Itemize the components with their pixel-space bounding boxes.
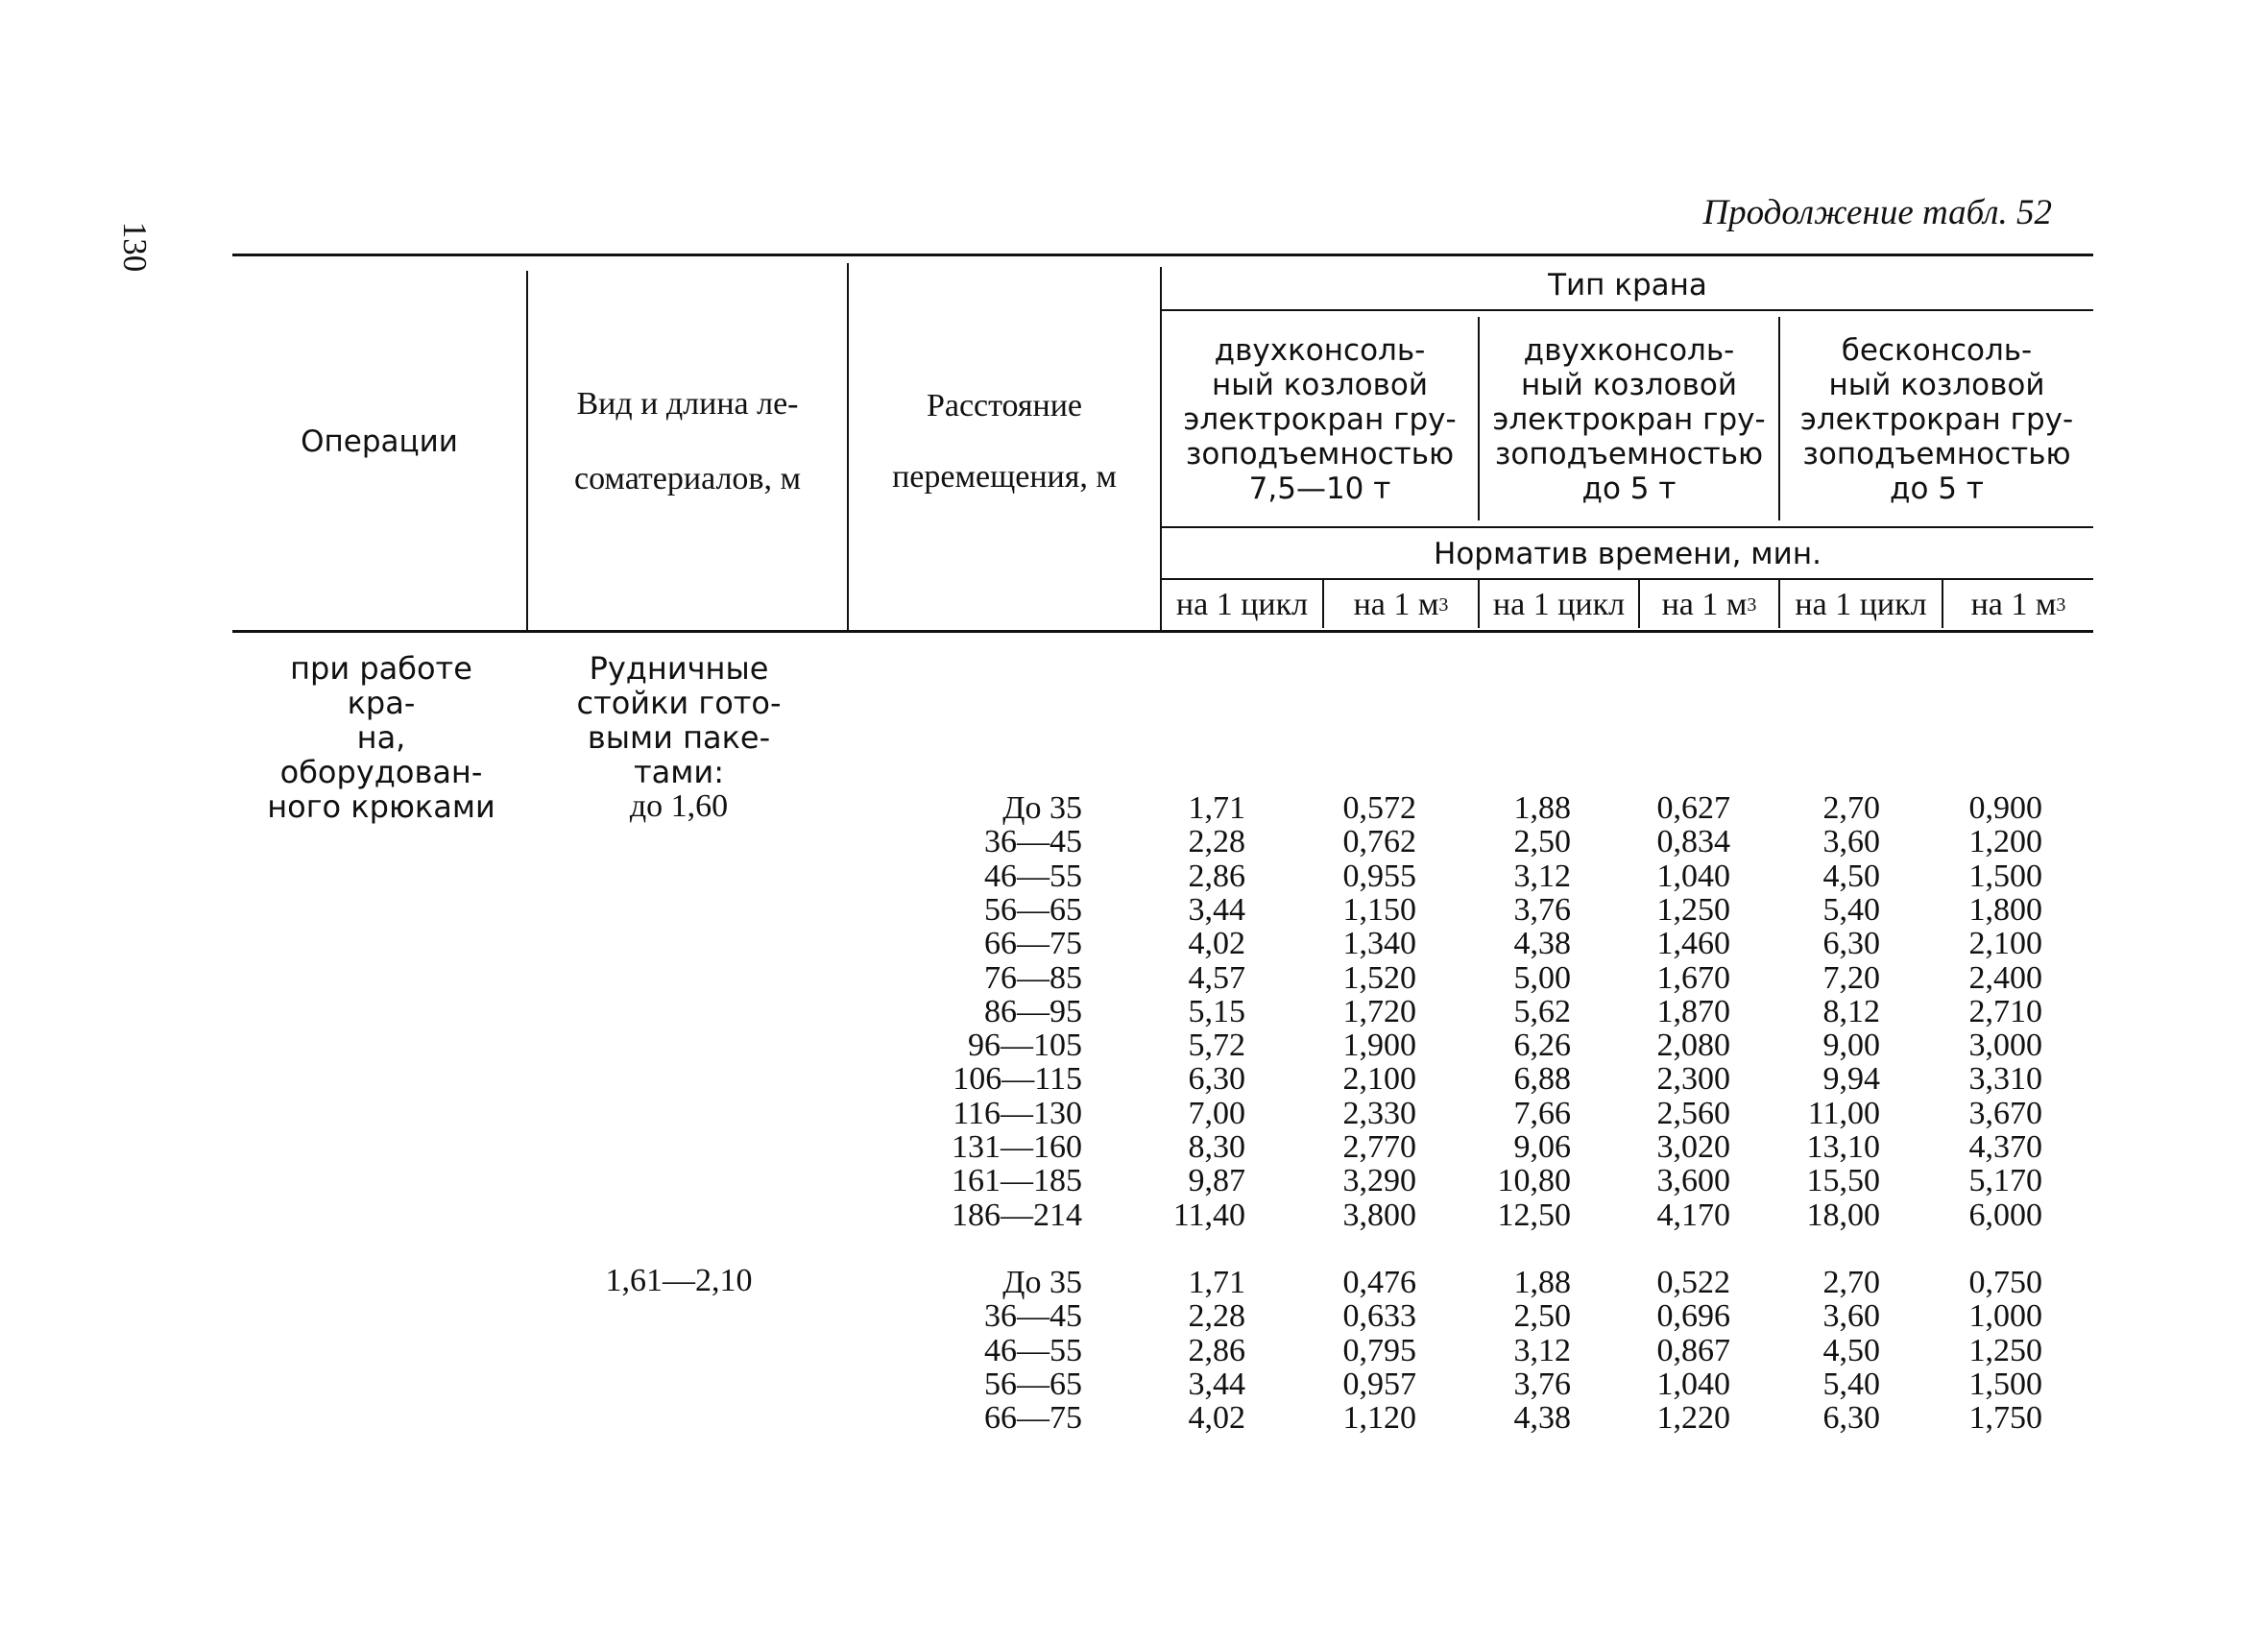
cell-crane3-cycle: 6,30 bbox=[1822, 926, 1880, 962]
cell-crane3-m3: 2,400 bbox=[1968, 959, 2042, 996]
cell-crane2-m3: 0,696 bbox=[1656, 1298, 1730, 1335]
cell-crane1-cycle: 1,71 bbox=[1188, 1265, 1245, 1300]
cell-crane1-m3: 3,800 bbox=[1342, 1197, 1416, 1233]
cell-crane1-m3: 1,720 bbox=[1342, 993, 1416, 1029]
cell-distance: 36—45 bbox=[984, 1298, 1082, 1335]
cell-crane3-m3: 2,710 bbox=[1968, 993, 2042, 1029]
table-row bbox=[232, 1401, 2093, 1436]
norms-table bbox=[232, 254, 2093, 1483]
header-operations: Операции bbox=[301, 424, 458, 459]
cell-crane3-m3: 1,250 bbox=[1968, 1332, 2042, 1368]
cell-crane2-cycle: 1,88 bbox=[1513, 1265, 1571, 1300]
cell-crane1-m3: 2,770 bbox=[1342, 1129, 1416, 1165]
cell-crane3-cycle: 2,70 bbox=[1822, 1265, 1880, 1300]
cell-crane3-cycle: 6,30 bbox=[1822, 1400, 1880, 1437]
cell-crane2-m3: 1,040 bbox=[1656, 858, 1730, 894]
cell-crane3-cycle: 4,50 bbox=[1822, 1332, 1880, 1368]
table-row bbox=[232, 825, 2093, 859]
cell-crane3-cycle: 18,00 bbox=[1806, 1197, 1880, 1233]
cell-crane1-cycle: 4,02 bbox=[1188, 1400, 1245, 1437]
subheader-crane1-cycle: на 1 цикл bbox=[1175, 587, 1309, 622]
cell-crane1-m3: 1,150 bbox=[1342, 891, 1416, 928]
table-row bbox=[232, 1334, 2093, 1368]
cell-crane3-m3: 3,310 bbox=[1968, 1061, 2042, 1098]
cell-crane2-m3: 1,670 bbox=[1656, 959, 1730, 996]
cell-crane3-cycle: 13,10 bbox=[1806, 1129, 1880, 1165]
cell-crane2-m3: 0,627 bbox=[1656, 790, 1730, 826]
subheader-crane1-m3: на 1 м 3 bbox=[1353, 587, 1449, 622]
cell-crane3-m3: 1,200 bbox=[1968, 824, 2042, 860]
cell-crane1-m3: 0,955 bbox=[1342, 858, 1416, 894]
cell-crane1-cycle: 1,71 bbox=[1188, 790, 1245, 826]
cell-crane2-cycle: 5,00 bbox=[1513, 959, 1571, 996]
cell-crane1-cycle: 6,30 bbox=[1188, 1061, 1245, 1098]
cell-crane1-cycle: 2,28 bbox=[1188, 1298, 1245, 1335]
table-row bbox=[232, 1299, 2093, 1334]
cell-distance: 56—65 bbox=[984, 1366, 1082, 1402]
cell-crane1-m3: 1,520 bbox=[1342, 959, 1416, 996]
table-row bbox=[232, 995, 2093, 1029]
cell-crane2-cycle: 6,26 bbox=[1513, 1028, 1571, 1064]
cell-distance: До 35 bbox=[1002, 790, 1082, 826]
cell-crane1-cycle: 2,86 bbox=[1188, 1332, 1245, 1368]
cell-crane3-m3: 3,000 bbox=[1968, 1028, 2042, 1064]
header-distance: Расстояние перемещения, м bbox=[892, 388, 1117, 495]
table-row bbox=[232, 1198, 2093, 1233]
subheader-crane3-m3: на 1 м 3 bbox=[1970, 587, 2066, 622]
cell-crane1-m3: 1,340 bbox=[1342, 926, 1416, 962]
cell-crane3-m3: 4,370 bbox=[1968, 1129, 2042, 1165]
table-row bbox=[232, 1367, 2093, 1402]
header-crane-3: бесконсоль- ный козловой электрокран гру- зоподъемностью до 5 т bbox=[1799, 333, 2074, 506]
cell-crane3-cycle: 11,00 bbox=[1807, 1095, 1880, 1131]
cell-crane2-m3: 1,870 bbox=[1656, 993, 1730, 1029]
table-row bbox=[232, 1130, 2093, 1165]
cell-crane2-m3: 0,834 bbox=[1656, 824, 1730, 860]
table-row bbox=[232, 1028, 2093, 1063]
subheader-crane2-cycle: на 1 цикл bbox=[1492, 587, 1626, 622]
cell-crane2-cycle: 9,06 bbox=[1513, 1129, 1571, 1165]
table-row bbox=[232, 927, 2093, 961]
table-row bbox=[232, 961, 2093, 996]
cell-crane2-cycle: 4,38 bbox=[1513, 926, 1571, 962]
cell-crane3-m3: 1,000 bbox=[1968, 1298, 2042, 1335]
cell-crane2-cycle: 7,66 bbox=[1513, 1095, 1571, 1131]
cell-crane1-m3: 3,290 bbox=[1342, 1163, 1416, 1199]
cell-crane2-cycle: 3,76 bbox=[1513, 891, 1571, 928]
cell-crane3-m3: 2,100 bbox=[1968, 926, 2042, 962]
cell-crane2-m3: 2,080 bbox=[1656, 1028, 1730, 1064]
table-caption: Продолжение табл. 52 bbox=[1702, 193, 2052, 232]
cell-crane3-m3: 1,500 bbox=[1968, 858, 2042, 894]
cell-distance: 96—105 bbox=[968, 1028, 1082, 1064]
cell-crane2-m3: 2,560 bbox=[1656, 1095, 1730, 1131]
cell-distance: 116—130 bbox=[953, 1095, 1082, 1131]
page-number: 130 bbox=[116, 221, 154, 273]
cell-crane2-m3: 1,250 bbox=[1656, 891, 1730, 928]
cell-crane3-cycle: 15,50 bbox=[1806, 1163, 1880, 1199]
operation-label: при работе кра- на, оборудован- ного крюками bbox=[267, 650, 495, 825]
cell-crane2-m3: 1,040 bbox=[1656, 1366, 1730, 1402]
cell-crane3-m3: 5,170 bbox=[1968, 1163, 2042, 1199]
cell-distance: 46—55 bbox=[984, 1332, 1082, 1368]
cell-distance: 66—75 bbox=[984, 926, 1082, 962]
cell-crane2-m3: 2,300 bbox=[1656, 1061, 1730, 1098]
header-crane-2: двухконсоль- ный козловой электрокран гру- зоподъемностью до 5 т bbox=[1492, 333, 1766, 506]
cell-crane3-cycle: 2,70 bbox=[1822, 790, 1880, 826]
cell-crane1-cycle: 9,87 bbox=[1188, 1163, 1245, 1199]
cell-crane2-cycle: 3,12 bbox=[1513, 1332, 1571, 1368]
cell-crane3-cycle: 3,60 bbox=[1822, 1298, 1880, 1335]
cell-crane3-m3: 1,500 bbox=[1968, 1366, 2042, 1402]
group-1-length: до 1,60 bbox=[629, 788, 729, 824]
rule-crane-type bbox=[1162, 309, 2093, 311]
cell-crane3-m3: 6,000 bbox=[1968, 1197, 2042, 1233]
cell-distance: 86—95 bbox=[984, 993, 1082, 1029]
cell-crane3-cycle: 3,60 bbox=[1822, 824, 1880, 860]
cell-crane3-cycle: 9,94 bbox=[1822, 1061, 1880, 1098]
cell-crane1-cycle: 2,28 bbox=[1188, 824, 1245, 860]
cell-crane1-cycle: 7,00 bbox=[1188, 1095, 1245, 1131]
header-crane-1: двухконсоль- ный козловой электрокран гру- зоподъемностью 7,5—10 т bbox=[1183, 333, 1457, 506]
cell-crane1-m3: 1,900 bbox=[1342, 1028, 1416, 1064]
cell-crane3-cycle: 5,40 bbox=[1822, 891, 1880, 928]
table-row bbox=[232, 893, 2093, 928]
subheader-crane2-m3: на 1 м 3 bbox=[1661, 587, 1757, 622]
cell-crane1-cycle: 8,30 bbox=[1188, 1129, 1245, 1165]
cell-crane3-cycle: 5,40 bbox=[1822, 1366, 1880, 1402]
cell-crane1-cycle: 11,40 bbox=[1172, 1197, 1245, 1233]
cell-crane1-m3: 0,633 bbox=[1342, 1298, 1416, 1335]
cell-crane3-cycle: 9,00 bbox=[1822, 1028, 1880, 1064]
cell-crane1-m3: 0,572 bbox=[1342, 790, 1416, 826]
cell-crane1-cycle: 4,02 bbox=[1188, 926, 1245, 962]
cell-crane2-m3: 4,170 bbox=[1656, 1197, 1730, 1233]
cell-distance: 36—45 bbox=[984, 824, 1082, 860]
cell-crane3-m3: 3,670 bbox=[1968, 1095, 2042, 1131]
cell-crane2-cycle: 2,50 bbox=[1513, 824, 1571, 860]
rule-header-bottom bbox=[232, 630, 2093, 633]
cell-distance: 46—55 bbox=[984, 858, 1082, 894]
material-type-label: Рудничные стойки гото- выми паке- тами: bbox=[576, 650, 782, 790]
table-row bbox=[232, 1097, 2093, 1131]
cell-distance: 186—214 bbox=[952, 1197, 1082, 1233]
table-row bbox=[232, 1263, 2093, 1300]
cell-crane3-cycle: 4,50 bbox=[1822, 858, 1880, 894]
table-row bbox=[232, 859, 2093, 894]
cell-crane1-cycle: 2,86 bbox=[1188, 858, 1245, 894]
cell-crane2-cycle: 4,38 bbox=[1513, 1400, 1571, 1437]
group-2-length: 1,61—2,10 bbox=[605, 1263, 753, 1298]
cell-crane1-m3: 0,762 bbox=[1342, 824, 1416, 860]
cell-crane2-cycle: 3,12 bbox=[1513, 858, 1571, 894]
cell-crane1-cycle: 4,57 bbox=[1188, 959, 1245, 996]
cell-crane3-m3: 0,900 bbox=[1968, 790, 2042, 826]
cell-crane1-cycle: 3,44 bbox=[1188, 1366, 1245, 1402]
cell-crane1-m3: 0,957 bbox=[1342, 1366, 1416, 1402]
cell-crane3-m3: 1,750 bbox=[1968, 1400, 2042, 1437]
rule-time-norm bbox=[1162, 578, 2093, 580]
subheader-crane3-cycle: на 1 цикл bbox=[1795, 587, 1927, 622]
cell-crane1-m3: 0,476 bbox=[1342, 1265, 1416, 1300]
table-row bbox=[232, 1164, 2093, 1198]
header-material: Вид и длина ле- соматериалов, м bbox=[573, 386, 801, 496]
cell-crane2-m3: 0,867 bbox=[1656, 1332, 1730, 1368]
cell-crane2-cycle: 5,62 bbox=[1513, 993, 1571, 1029]
cell-distance: 161—185 bbox=[952, 1163, 1082, 1199]
rule-crane-names bbox=[1162, 526, 2093, 528]
cell-crane2-m3: 0,522 bbox=[1656, 1265, 1730, 1300]
table-row bbox=[232, 1062, 2093, 1097]
cell-distance: До 35 bbox=[1002, 1265, 1082, 1300]
cell-distance: 76—85 bbox=[984, 959, 1082, 996]
cell-distance: 131—160 bbox=[952, 1129, 1082, 1165]
cell-distance: 66—75 bbox=[984, 1400, 1082, 1437]
cell-crane3-m3: 1,800 bbox=[1968, 891, 2042, 928]
cell-crane2-cycle: 3,76 bbox=[1513, 1366, 1571, 1402]
cell-crane2-m3: 3,600 bbox=[1656, 1163, 1730, 1199]
cell-crane2-m3: 3,020 bbox=[1656, 1129, 1730, 1165]
cell-distance: 106—115 bbox=[953, 1061, 1082, 1098]
cell-crane1-cycle: 5,15 bbox=[1188, 993, 1245, 1029]
cell-crane2-m3: 1,220 bbox=[1656, 1400, 1730, 1437]
cell-crane2-cycle: 12,50 bbox=[1497, 1197, 1571, 1233]
cell-crane2-cycle: 1,88 bbox=[1513, 790, 1571, 826]
cell-crane3-m3: 0,750 bbox=[1968, 1265, 2042, 1300]
cell-crane1-m3: 0,795 bbox=[1342, 1332, 1416, 1368]
header-time-norm: Норматив времени, мин. bbox=[1434, 537, 1822, 571]
cell-crane3-cycle: 7,20 bbox=[1822, 959, 1880, 996]
cell-crane2-cycle: 2,50 bbox=[1513, 1298, 1571, 1335]
cell-crane2-cycle: 6,88 bbox=[1513, 1061, 1571, 1098]
cell-distance: 56—65 bbox=[984, 891, 1082, 928]
cell-crane3-cycle: 8,12 bbox=[1822, 993, 1880, 1029]
cell-crane1-m3: 2,100 bbox=[1342, 1061, 1416, 1098]
cell-crane1-cycle: 3,44 bbox=[1188, 891, 1245, 928]
cell-crane1-m3: 1,120 bbox=[1342, 1400, 1416, 1437]
table-row bbox=[232, 788, 2093, 826]
cell-crane1-cycle: 5,72 bbox=[1188, 1028, 1245, 1064]
cell-crane1-m3: 2,330 bbox=[1342, 1095, 1416, 1131]
cell-crane2-cycle: 10,80 bbox=[1497, 1163, 1571, 1199]
cell-crane2-m3: 1,460 bbox=[1656, 926, 1730, 962]
header-crane-type: Тип крана bbox=[1548, 268, 1707, 302]
